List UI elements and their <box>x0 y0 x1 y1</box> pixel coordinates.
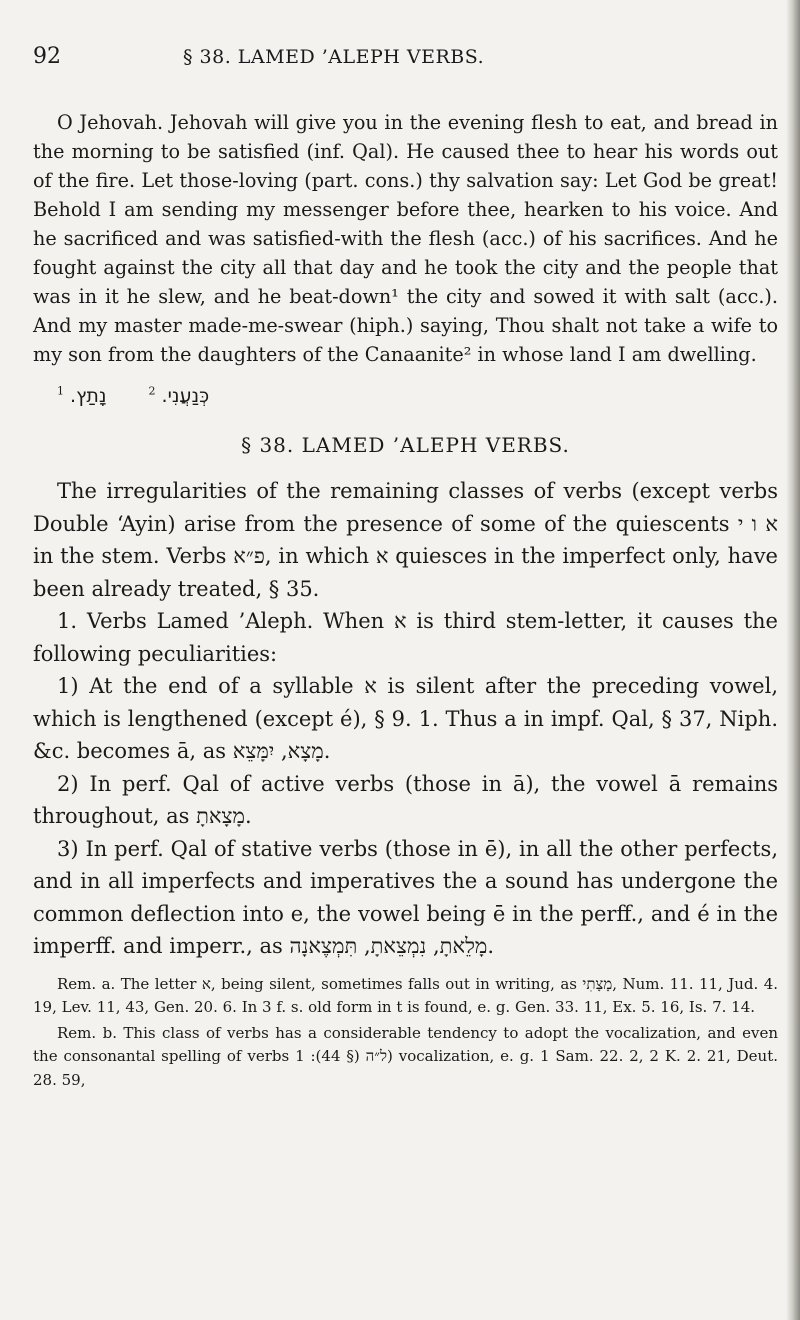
page-edge-shadow <box>786 0 800 1320</box>
running-title: § 38. LAMED ’ALEPH VERBS. <box>183 46 485 68</box>
remark-b: Rem. b. This class of verbs has a considerable tendency to adopt the vocalization, and even the consonantal spelling of verbs ל״ה (§ 44): 1) vocalization, e. g. 1 Sam. 22. 2, 2 K. 2. 21, Deut. 28. 59, <box>33 1023 778 1089</box>
section-body <box>33 475 778 963</box>
footnotes <box>57 377 778 411</box>
rule-1-point-3: 3) In perf. Qal of stative verbs (those in ē), in all the other perfects, and in all imperfects and imperatives the a sound has undergone the common deflection into e, the vowel being ē in the perff., and é in the imperff. and imperr., as מָלֵאתָ, נִמְצֵאתָ, תִּמְצֶאנָה. <box>33 836 778 959</box>
rule-1-paragraph: 1. Verbs Lamed ’Aleph. When א is third stem-letter, it causes the following peculiarities: <box>33 609 778 666</box>
rule-1-point-2: 2) In perf. Qal of active verbs (those in ā), the vowel ā remains throughout, as מָצָאתָ. <box>33 771 778 829</box>
footnote-2: $^2$ כְּנַעֲנִי. <box>148 385 210 408</box>
rule-1-point-1: 1) At the end of a syllable א is silent after the preceding vowel, which is lengthened (except é), § 9. 1. Thus a in impf. Qal, § 37, Niph. &c. becomes ā, as מָצָא, יִמָּצֵא. <box>33 674 778 764</box>
page-number: 92 <box>33 44 61 69</box>
exercise-text: O Jehovah. Jehovah will give you in the evening flesh to eat, and bread in the morning to be satisfied (inf. Qal). He caused thee to hear his words out of the fire. Let those-loving (part. cons.) thy salvation say: Let God be great! Behold I am sending my messenger before thee, hearken to his voice. And he sacrificed and was satisfied-with the flesh (acc.) of his sacrifices. And he fought against the city all that day and he took the city and the people that was in it he slew, and he beat-down¹ the city and sowed it with salt (acc.). And my master made-me-swear (hiph.) saying, Thou shalt not take a wife to my son from the daughters of the Canaanite² in whose land I am dwelling. <box>33 111 778 366</box>
section-heading: § 38. LAMED ’ALEPH VERBS. <box>241 433 570 458</box>
footnote-1: $^1$ נָתַץ. <box>57 385 107 408</box>
book-page <box>33 44 778 1094</box>
remark-a: Rem. a. The letter א, being silent, sometimes falls out in writing, as מָצָתִי, Num. 11. 11, Jud. 4. 19, Lev. 11, 43, Gen. 20. 6. In 3 f. s. old form in t is found, e. g. Gen. 33. 11, Ex. 5. 16, Is. 7. 14. <box>33 974 779 1017</box>
exercise-paragraph <box>33 108 778 369</box>
page-header <box>33 44 778 80</box>
intro-paragraph: The irregularities of the remaining classes of verbs (except verbs Double ‘Ayin) arise from the presence of some of the quiescents א ו י in the stem. Verbs פ״א, in which א quiesces in the imperfect only, have been already treated, § 35. <box>33 479 778 601</box>
remarks <box>33 973 778 1093</box>
